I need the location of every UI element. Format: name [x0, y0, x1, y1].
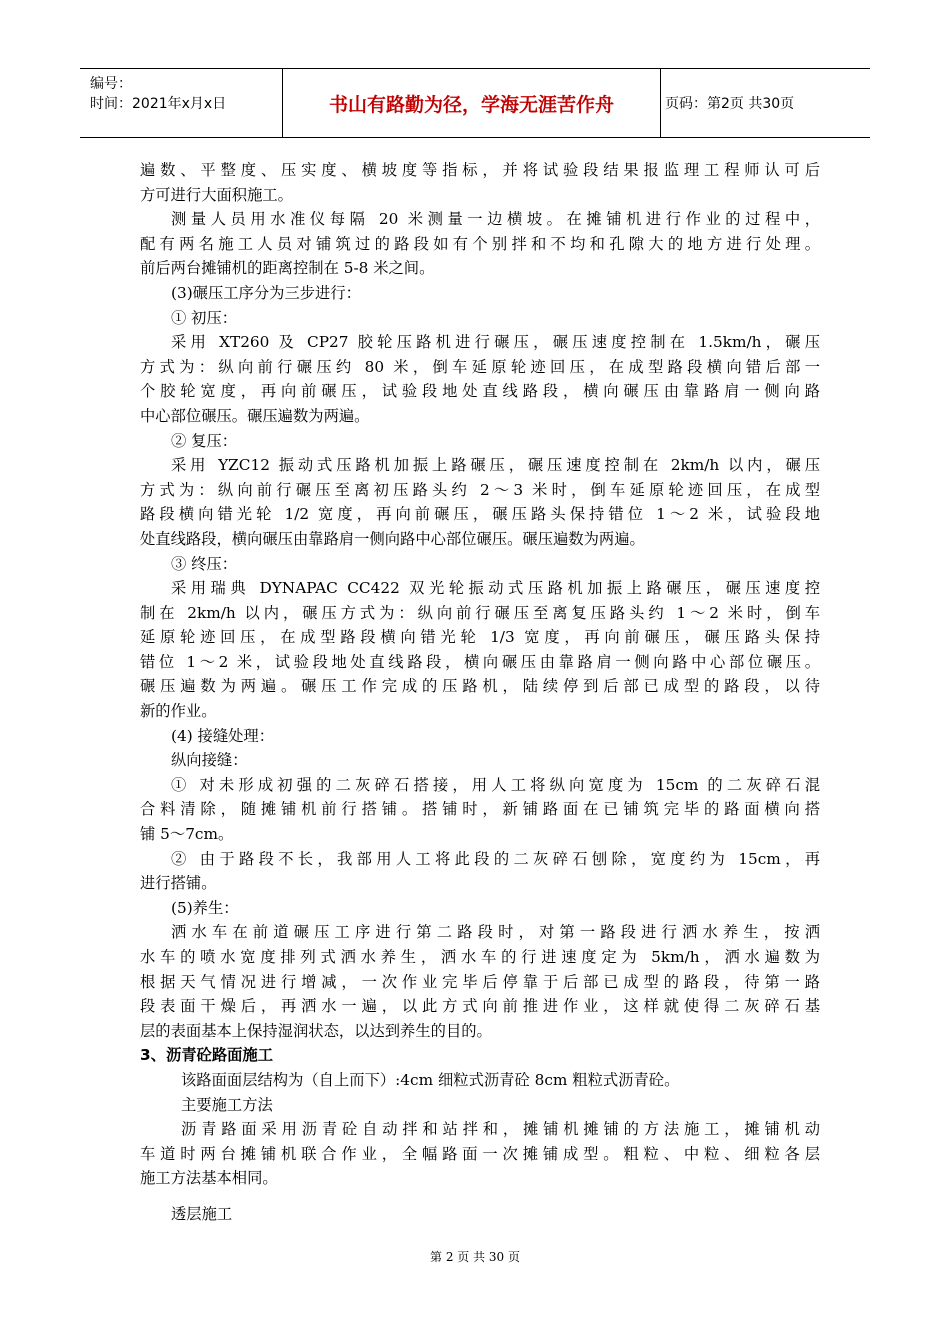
sub-heading: ① 初压：	[171, 308, 238, 327]
body-line: 沥青路面采用沥青砼自动拌和站拌和，摊铺机摊铺的方法施工，摊铺机动	[181, 1120, 820, 1139]
body-line: 水车的喷水宽度排列式洒水养生，洒水车的行进速度定为 5km/h，洒水遍数为	[140, 948, 820, 966]
body-line: ② 由于路段不长，我部用人工将此段的二灰碎石刨除，宽度约为 15cm，再	[171, 849, 820, 868]
sub-heading: 主要施工方法	[181, 1095, 273, 1114]
sub-heading: ③ 终压：	[171, 554, 238, 573]
section-heading: (3)碾压工序分为三步进行：	[171, 283, 361, 302]
body-line: 施工方法基本相同。	[140, 1169, 278, 1188]
body-line: 遍数、平整度、压实度、横坡度等指标，并将试验段结果报监理工程师认可后	[140, 161, 820, 179]
body-line: 新的作业。	[140, 702, 217, 721]
date-label: 时间：2021年x月x日	[90, 96, 227, 112]
sub-heading: ② 复压：	[171, 431, 238, 450]
body-line: 铺 5～7cm。	[140, 825, 234, 844]
body-line: 错位 1～2 米，试验段地处直线路段，横向碾压由靠路肩一侧向路中心部位碾压。	[140, 652, 820, 671]
body-line: 方式为：纵向前行碾压约 80 米，倒车延原轮迹回压，在成型路段横向错后部一	[140, 357, 820, 376]
section-heading: (5)养生：	[171, 898, 239, 917]
body-line: 路段横向错光轮 1/2 宽度，再向前碾压，碾压路头保持错位 1～2 米，试验段地	[140, 505, 820, 524]
body-line: 方可进行大面积施工。	[140, 185, 293, 204]
code-label: 编号：	[90, 76, 132, 92]
body-line: 采用 YZC12 振动式压路机加振上路碾压，碾压速度控制在 2km/h 以内，碾压	[171, 456, 820, 475]
sub-heading: 纵向接缝：	[171, 751, 248, 770]
body-line: 测量人员用水准仪每隔 20 米测量一边横坡。在摊铺机进行作业的过程中，	[171, 210, 820, 229]
body-line: 制在 2km/h 以内，碾压方式为：纵向前行碾压至离复压路头约 1～2 米时，倒车	[140, 603, 820, 622]
body-line: 根据天气情况进行增减，一次作业完毕后停靠于后部已成型的路段，待第一路	[140, 972, 820, 991]
page-footer: 第 2 页 共 30 页	[430, 1250, 520, 1264]
page-header	[80, 68, 870, 138]
body-line: 方式为：纵向前行碾压至离初压路头约 2～3 米时，倒车延原轮迹回压，在成型	[140, 480, 820, 499]
body-line: 层的表面基本上保持湿润状态，以达到养生的目的。	[140, 1021, 492, 1040]
section-heading: (4) 接缝处理：	[171, 726, 275, 745]
body-line: 配有两名施工人员对铺筑过的路段如有个别拌和不均和孔隙大的地方进行处理。	[140, 234, 820, 253]
body-line: 处直线路段，横向碾压由靠路肩一侧向路中心部位碾压。碾压遍数为两遍。	[140, 529, 645, 548]
body-line: 合料清除，随摊铺机前行搭铺。搭铺时，新铺路面在已铺筑完毕的路面横向搭	[140, 800, 820, 819]
document-body	[140, 158, 820, 1227]
body-line: 个胶轮宽度，再向前碾压，试验段地处直线路段，横向碾压由靠路肩一侧向路	[140, 382, 820, 401]
body-line: 段表面干燥后，再洒水一遍，以此方式向前推进作业，这样就使得二灰碎石基	[140, 997, 820, 1016]
sub-heading: 透层施工	[171, 1204, 233, 1223]
body-line: ① 对未形成初强的二灰碎石搭接，用人工将纵向宽度为 15cm 的二灰碎石混	[171, 775, 820, 794]
body-line: 该路面面层结构为（自上而下）:4cm 细粒式沥青砼 8cm 粗粒式沥青砼。	[181, 1070, 680, 1089]
body-line: 进行搭铺。	[140, 874, 217, 893]
body-line: 洒水车在前道碾压工序进行第二路段时，对第一路段进行洒水养生，按洒	[171, 923, 820, 942]
header-motto: 书山有路勤为径，学海无涯苦作舟	[283, 69, 661, 137]
chapter-heading: 3、沥青砼路面施工	[140, 1046, 274, 1065]
body-line: 采用 XT260 及 CP27 胶轮压路机进行碾压，碾压速度控制在 1.5km/h，碾压	[171, 333, 820, 352]
body-line: 中心部位碾压。碾压遍数为两遍。	[140, 406, 370, 425]
body-line: 车道时两台摊铺机联合作业，全幅路面一次摊铺成型。粗粒、中粒、细粒各层	[140, 1144, 820, 1163]
body-line: 延原轮迹回压，在成型路段横向错光轮 1/3 宽度，再向前碾压，碾压路头保持	[140, 628, 820, 647]
body-line: 采用瑞典 DYNAPAC CC422 双光轮振动式压路机加振上路碾压，碾压速度控	[171, 579, 820, 598]
header-page-label: 页码：第2页 共30页	[665, 96, 795, 112]
header-meta-cell	[80, 69, 283, 137]
body-line: 碾压遍数为两遍。碾压工作完成的压路机，陆续停到后部已成型的路段，以待	[140, 677, 820, 696]
body-line: 前后两台摊铺机的距离控制在 5-8 米之间。	[140, 259, 435, 278]
